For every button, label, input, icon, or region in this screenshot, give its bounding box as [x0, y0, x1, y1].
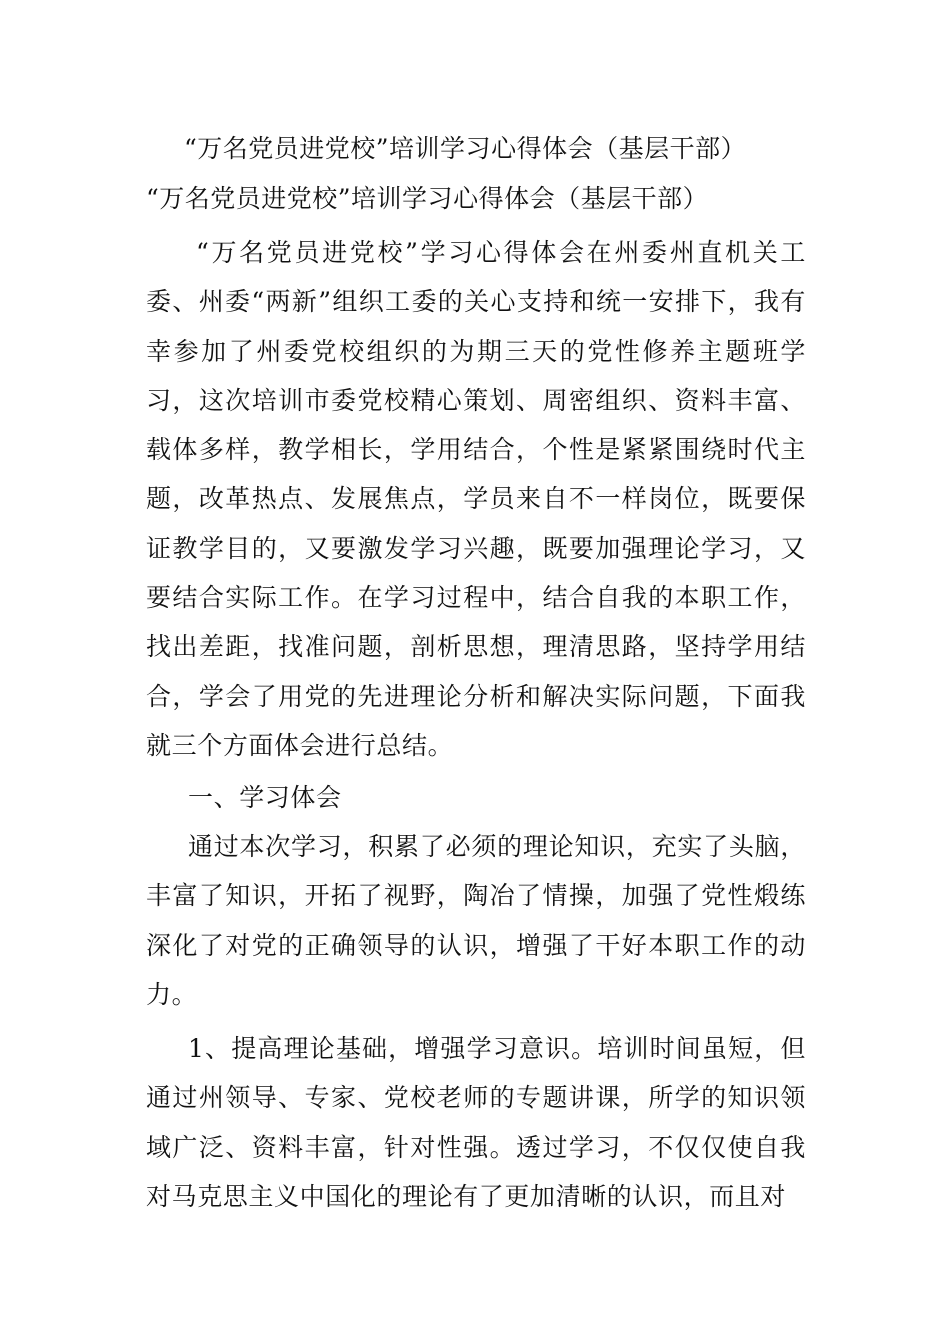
body-paragraph-learning: 通过本次学习，积累了必须的理论知识，充实了头脑，丰富了知识，开拓了视野，陶冶了情操，加强了党性煅练深化了对党的正确领导的认识，增强了干好本职工作的动力。	[146, 832, 806, 1009]
section-heading-learning: 一、学习体会	[188, 783, 342, 812]
body-paragraph-point-1: 1、提高理论基础，增强学习意识。培训时间虽短，但通过州领导、专家、党校老师的专题讲课，所学的知识领域广泛、资料丰富，针对性强。透过学习，不仅仅使自我对马克思主义中国化的理论有了更加清晰的认识，而且对	[146, 1034, 806, 1211]
body-paragraph-intro: “万名党员进党校”学习心得体会在州委州直机关工委、州委“两新”组织工委的关心支持和统一安排下，我有幸参加了州委党校组织的为期三天的党性修养主题班学习，这次培训市委党校精心策划、周密组织、资料丰富、载体多样，教学相长，学用结合，个性是紧紧围绕时代主题，改革热点、发展焦点，学员来自不一样岗位，既要保证教学目的，又要激发学习兴趣，既要加强理论学习，又要结合实际工作。在学习过程中，结合自我的本职工作，找出差距，找准问题，剖析思想，理清思路，坚持学用结合，学会了用党的先进理论分析和解决实际问题，下面我就三个方面体会进行总结。	[146, 238, 806, 760]
document-subtitle: “万名党员进党校”培训学习心得体会（基层干部）	[146, 184, 709, 213]
document-title: “万名党员进党校”培训学习心得体会（基层干部）	[184, 134, 747, 163]
